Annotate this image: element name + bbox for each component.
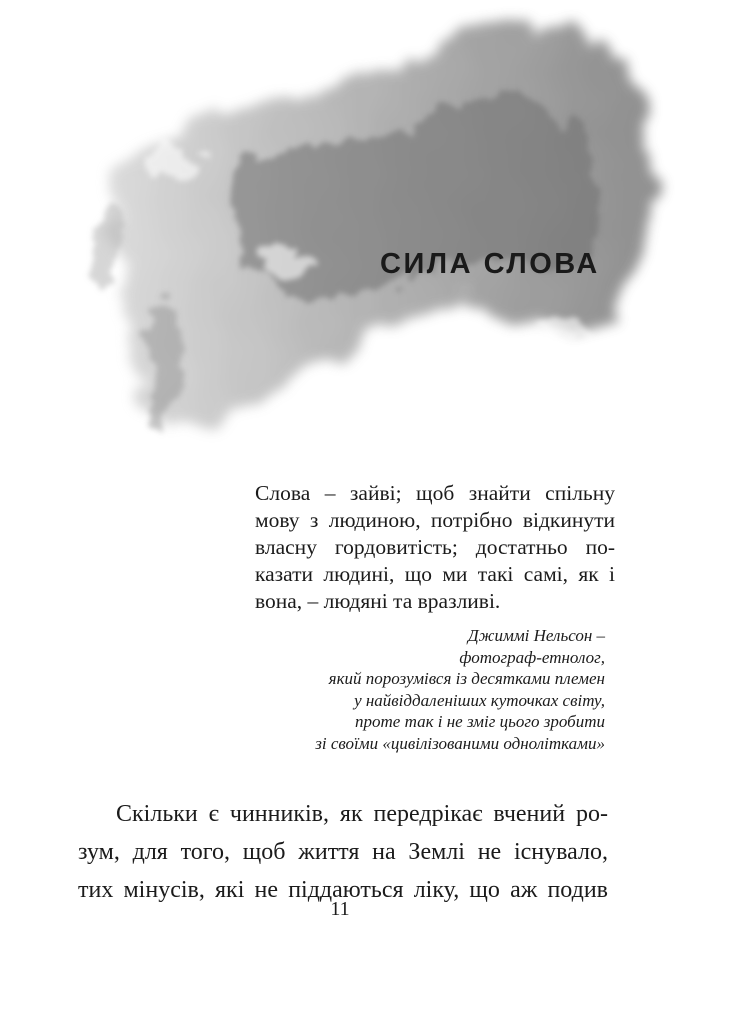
body-line: зум, для того, щоб життя на Землі не існувало, bbox=[78, 839, 608, 865]
attribution-line: фотограф-етнолог, bbox=[459, 647, 605, 667]
epigraph-line: Слова – зайві; щоб знайти спільну bbox=[255, 481, 615, 505]
epigraph-line: власну гордовитість; достатньо по- bbox=[255, 535, 615, 559]
attribution-line: зі своїми «цивілізованими однолітками» bbox=[315, 733, 605, 753]
attribution-line: у найвіддаленіших куточках світу, bbox=[354, 690, 605, 710]
body-paragraph bbox=[78, 795, 608, 909]
attribution-line: який порозумівся із десятками племен bbox=[328, 669, 605, 688]
epigraph-attribution bbox=[240, 625, 605, 754]
epigraph-line: мову з людиною, потрібно відкинути bbox=[255, 508, 615, 532]
page-number: 11 bbox=[330, 898, 350, 920]
attribution-line: проте так і не зміг цього зробити bbox=[355, 712, 605, 731]
chapter-title: СИЛА СЛОВА bbox=[380, 248, 600, 281]
epigraph-line: вона, – людяні та вразливі. bbox=[255, 589, 501, 613]
body-line: Скільки є чинників, як передрікає вчений ро- bbox=[116, 801, 608, 827]
epigraph-line: казати людині, що ми такі самі, як і bbox=[255, 562, 615, 586]
attribution-line: Джиммі Нельсон – bbox=[467, 626, 605, 645]
body-line: тих мінусів, які не піддаються ліку, що аж подив bbox=[78, 877, 608, 903]
watercolor-wash-illustration bbox=[0, 0, 734, 460]
epigraph-quote bbox=[255, 480, 615, 615]
